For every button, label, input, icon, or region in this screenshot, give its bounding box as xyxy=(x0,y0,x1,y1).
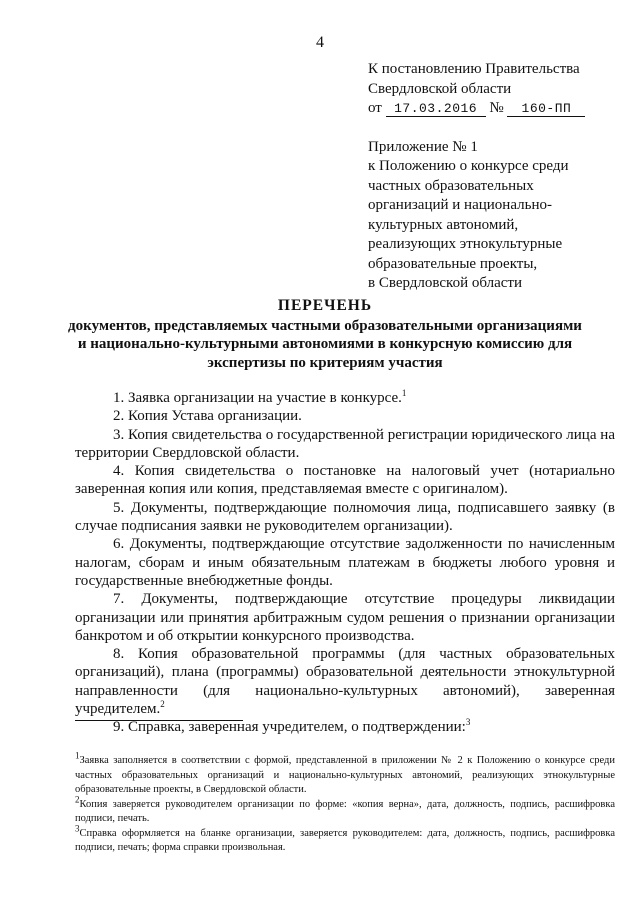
list-item: 8. Копия образовательной программы (для частных образовательных организаций), плана (программы) образовательной деятельности этнокультурной направленности (для национально-культурных автономий), заверенная учредителем.$^2$ xyxy=(75,646,615,718)
appendix-line: Приложение № 1 xyxy=(368,138,478,155)
footnote: $^3$Справка оформляется на бланке организации, заверяется руководителем: дата, должность, подпись, расшифровка подписи, печать; форма справки произвольная. xyxy=(75,823,615,853)
document-title xyxy=(60,297,590,372)
footnote: $^1$Заявка заполняется в соответствии с формой, представленной в приложении № 2 к Положению о конкурсе среди частных образовательных организаций и национально-культурных автономий, реализующих этнокультурные образовательные проекты, в Свердловской области. xyxy=(75,750,615,795)
footnote-ref: 1 xyxy=(401,388,407,398)
list-item: 1. Заявка организации на участие в конкурсе.$^1$ xyxy=(113,388,407,406)
resolution-number: 160-ПП xyxy=(507,101,585,117)
footnote-ref: 3 xyxy=(465,717,471,728)
appendix-line: реализующих этнокультурные xyxy=(368,236,563,252)
title-subtitle-line: документов, представляемых частными образовательными организациями xyxy=(68,317,582,334)
appendix-line: организаций и национально- xyxy=(368,197,552,213)
list-item: 3. Копия свидетельства о государственной регистрации юридического лица на территории Свердловской области. xyxy=(75,426,615,461)
header-block xyxy=(368,60,623,294)
page-number: 4 xyxy=(316,34,324,51)
footnote-separator xyxy=(75,720,243,721)
date-prefix: от xyxy=(368,100,382,116)
appendix-line: культурных автономий, xyxy=(368,216,519,233)
title-subtitle-line: и национально-культурными автономиями в конкурсную комиссию для xyxy=(77,336,573,352)
footnotes xyxy=(75,750,615,856)
title-subtitle-line: экспертизы по критериям участия xyxy=(207,354,443,371)
header-line-1: К постановлению Правительства xyxy=(368,61,580,77)
number-prefix: № xyxy=(489,100,504,116)
header-line-2: Свердловской области xyxy=(368,80,512,97)
appendix-line: частных образовательных xyxy=(368,177,534,194)
footnote: $^2$Копия заверяется руководителем организации по форме: «копия верна», дата, должность, подпись, расшифровка подписи, печать. xyxy=(75,794,615,824)
header-date-line xyxy=(368,99,623,119)
list-item: 2. Копия Устава организации. xyxy=(113,408,302,425)
appendix-line: образовательные проекты, xyxy=(368,255,538,272)
footnote-ref: 2 xyxy=(160,699,165,710)
resolution-date: 17.03.2016 xyxy=(386,101,486,117)
list-item: 9. Справка, заверенная учредителем, о подтверждении:$^3$ xyxy=(113,717,471,736)
document-list xyxy=(75,389,615,737)
list-item: 5. Документы, подтверждающие полномочия лица, подписавшего заявку (в случае подписания заявки не руководителем организации). xyxy=(75,499,615,535)
list-item: 6. Документы, подтверждающие отсутствие задолженности по начисленным налогам, сборам и иным обязательным платежам в бюджеты любого уровня и государственные внебюджетные фонды. xyxy=(75,536,615,589)
list-item: 7. Документы, подтверждающие отсутствие процедуры ликвидации организации или принятия арбитражным судом решения о признании организации банкротом и об открытии конкурсного производства. xyxy=(75,591,615,644)
title-heading: ПЕРЕЧЕНЬ xyxy=(277,297,373,314)
appendix-line: к Положению о конкурсе среди xyxy=(368,158,569,174)
appendix-line: в Свердловской области xyxy=(368,275,523,291)
list-item: 4. Копия свидетельства о постановке на налоговый учет (нотариально заверенная копия или копия, представляемая вместе с оригиналом). xyxy=(75,463,615,498)
